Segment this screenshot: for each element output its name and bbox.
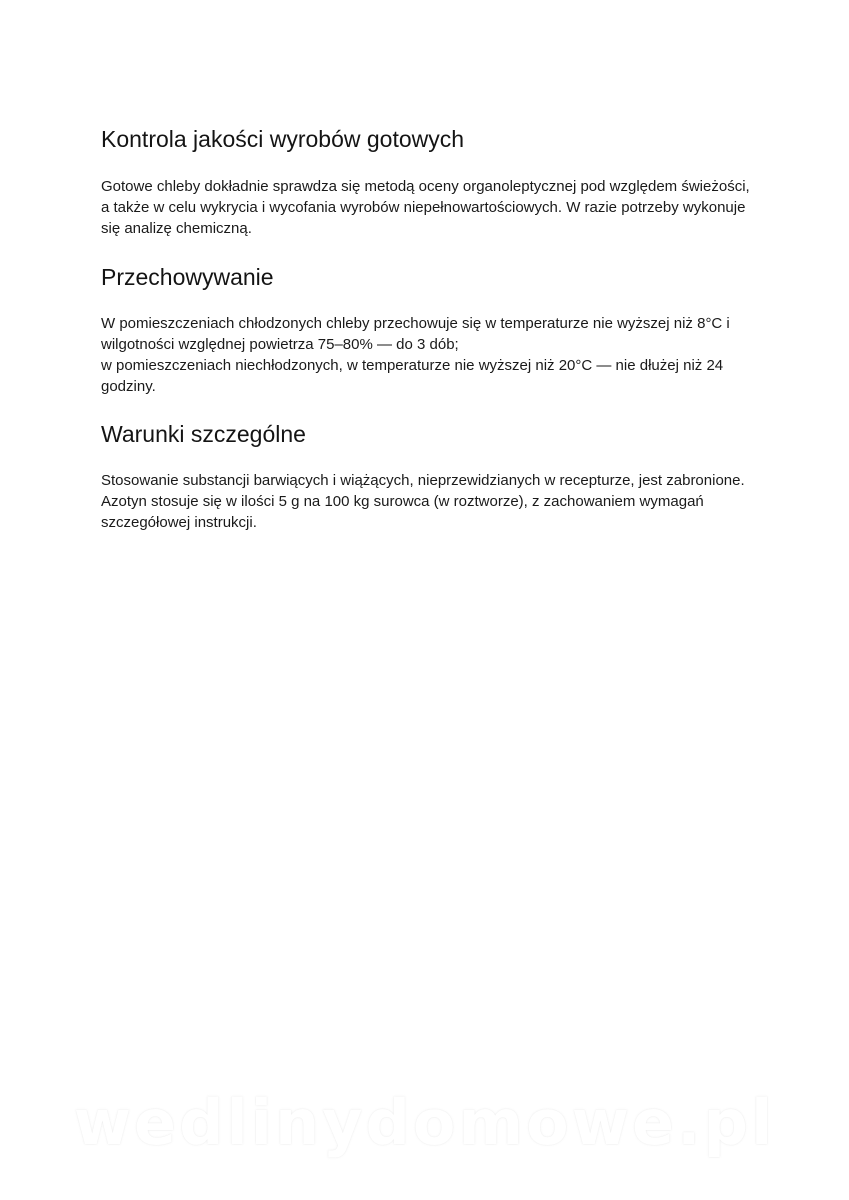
section-body [101,470,751,533]
paragraph: w pomieszczeniach niechłodzonych, w temperaturze nie wyższej niż 20°C — nie dłużej niż 24 godziny. [101,357,724,395]
paragraph: Stosowanie substancji barwiących i wiążących, nieprzewidzianych w recepturze, jest zabronione. [101,472,745,489]
section-body [101,313,751,397]
section-heading: Kontrola jakości wyrobów gotowych [101,126,465,152]
section-heading: Przechowywanie [101,264,274,290]
paragraph: Azotyn stosuje się w ilości 5 g na 100 kg surowca (w roztworze), z zachowaniem wymagań szczegółowej instrukcji. [101,493,704,531]
section-special-conditions [101,417,751,533]
section-storage [101,260,751,397]
paragraph: W pomieszczeniach chłodzonych chleby przechowuje się w temperaturze nie wyższej niż 8°C i wilgotności względnej powietrza 75–80% — do 3 dób; [101,315,730,353]
section-heading: Warunki szczególne [101,421,306,447]
section-body [101,176,751,239]
document-page [101,120,751,533]
paragraph: Gotowe chleby dokładnie sprawdza się metodą oceny organoleptycznej pod względem świeżości, a także w celu wykrycia i wycofania wyrobów niepełnowartościowych. W razie potrzeby wykonuje się analizę chemiczną. [101,178,750,237]
watermark: wedlinydomowe.pl [73,1086,776,1159]
section-quality-control [101,122,751,239]
